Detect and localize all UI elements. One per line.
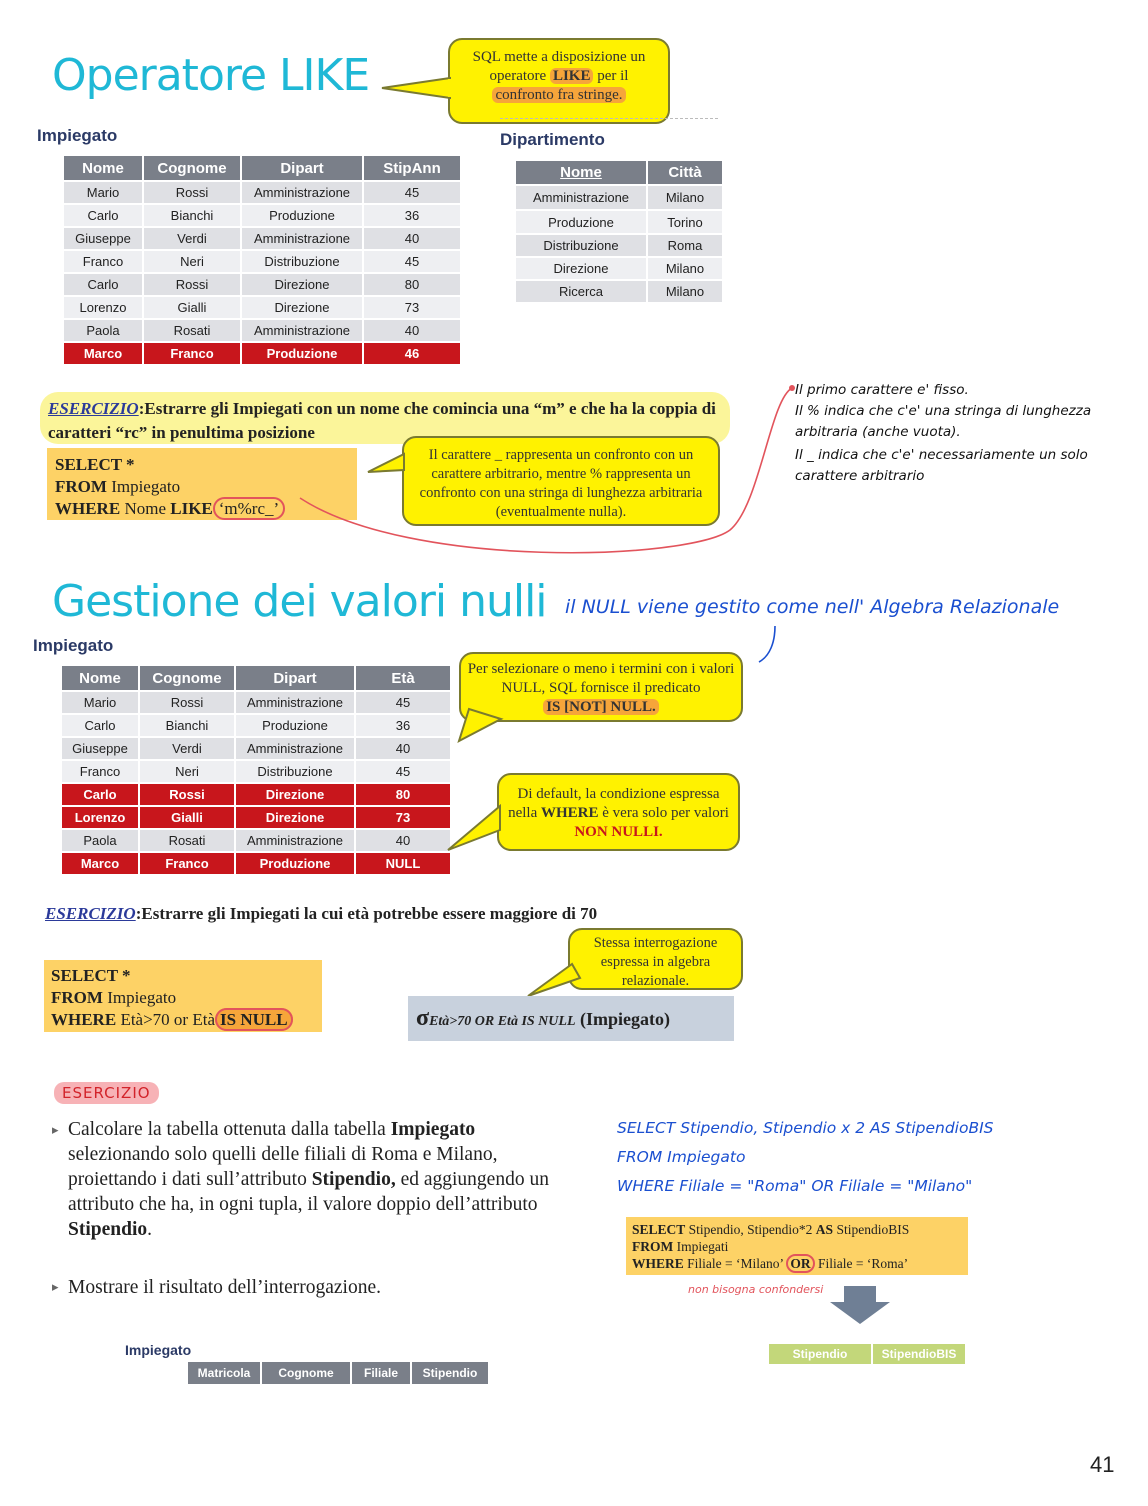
cell: Gialli bbox=[143, 296, 241, 319]
isnull-bubble-text: Per selezionare o meno i termini con i valori NULL, SQL fornisce il predicato bbox=[467, 661, 735, 696]
result-header bbox=[769, 1344, 965, 1364]
impiegato2-tbody bbox=[61, 691, 451, 875]
algebra-bubble: Stessa interrogazione espressa in algebra relazionale. bbox=[568, 928, 743, 990]
cell: Verdi bbox=[143, 227, 241, 250]
cell: 45 bbox=[363, 181, 461, 204]
sql-or-kw: OR bbox=[786, 1254, 814, 1273]
cell: 45 bbox=[355, 691, 451, 714]
cell: Roma bbox=[647, 234, 723, 257]
default-bubble-text: Di default, la condizione espressa nella bbox=[508, 786, 720, 821]
col-header: Stipendio bbox=[412, 1362, 488, 1384]
cell: Rosati bbox=[139, 829, 235, 852]
cell: Marco bbox=[63, 342, 143, 365]
cell: Produzione bbox=[515, 210, 647, 234]
bullet1-bold: Stipendio, bbox=[311, 1169, 396, 1190]
col-header: Cognome bbox=[143, 155, 241, 181]
divider-line bbox=[500, 118, 718, 119]
table-row-highlighted bbox=[61, 806, 451, 829]
exercise2-label: ESERCIZIO bbox=[45, 904, 136, 923]
col-header: Stipendio bbox=[769, 1344, 871, 1364]
cell: Neri bbox=[143, 250, 241, 273]
dipartimento-tbody bbox=[515, 185, 723, 303]
cell: Direzione bbox=[235, 783, 355, 806]
note-line: Il % indica che c'e' una stringa di lunghezza arbitraria (anche vuota). bbox=[795, 403, 1092, 440]
like-bubble bbox=[448, 38, 670, 124]
sql-isnull: IS NULL bbox=[215, 1008, 293, 1031]
handwritten-note bbox=[795, 380, 1125, 487]
cell: Verdi bbox=[139, 737, 235, 760]
bullet1-text: ed aggiungendo un attributo che ha, in ogni tupla, il valore doppio dell’attributo bbox=[68, 1169, 549, 1215]
like-bubble-highlight: confronto fra stringe. bbox=[492, 87, 625, 103]
cell: Produzione bbox=[235, 852, 355, 875]
sql-null-box bbox=[44, 960, 322, 1032]
algebra-box bbox=[408, 996, 734, 1041]
bullet1-text: . bbox=[147, 1219, 152, 1240]
exercise2-text bbox=[45, 904, 745, 924]
cell: 45 bbox=[363, 250, 461, 273]
table-row bbox=[63, 181, 461, 204]
sql-where-kw: WHERE bbox=[632, 1256, 684, 1271]
cell: Amministrazione bbox=[235, 691, 355, 714]
like-bubble-text: SQL mette a disposizione un operatore bbox=[472, 49, 646, 84]
col-header: Dipart bbox=[235, 665, 355, 691]
cell: Produzione bbox=[235, 714, 355, 737]
cell: Mario bbox=[63, 181, 143, 204]
table-row bbox=[515, 280, 723, 303]
cell: Franco bbox=[139, 852, 235, 875]
sql-like-pattern: ‘m%rc_’ bbox=[213, 497, 285, 520]
cell: 36 bbox=[355, 714, 451, 737]
bullet-arrow-icon: ▸ bbox=[52, 1279, 59, 1294]
cell: NULL bbox=[355, 852, 451, 875]
sql-like-kw: LIKE bbox=[170, 499, 213, 518]
isnull-bubble-tail bbox=[455, 705, 515, 745]
cell: Amministrazione bbox=[515, 185, 647, 210]
sql-from-kw: FROM bbox=[51, 988, 103, 1007]
col-header: Nome bbox=[63, 155, 143, 181]
cell: 80 bbox=[355, 783, 451, 806]
cell: Ricerca bbox=[515, 280, 647, 303]
null-title: Gestione dei valori nulli bbox=[52, 576, 547, 627]
cell: Milano bbox=[647, 257, 723, 280]
bullet1-bold: Impiegato bbox=[390, 1119, 476, 1140]
down-arrow-icon bbox=[830, 1286, 892, 1326]
cell: Gialli bbox=[139, 806, 235, 829]
table-row bbox=[63, 319, 461, 342]
cell: Amministrazione bbox=[235, 829, 355, 852]
sql-line3b: Filiale = ‘Roma’ bbox=[814, 1256, 909, 1271]
cell: Rosati bbox=[143, 319, 241, 342]
cell: Mario bbox=[61, 691, 139, 714]
sql-select: SELECT * bbox=[51, 966, 131, 985]
cell: Direzione bbox=[241, 273, 363, 296]
cell: Direzione bbox=[235, 806, 355, 829]
note-line: Il primo carattere e' fisso. bbox=[795, 382, 969, 398]
sql-where-val: Età>70 or Età bbox=[116, 1010, 215, 1029]
cell: Amministrazione bbox=[235, 737, 355, 760]
table-row bbox=[61, 829, 451, 852]
col-header: Nome bbox=[515, 160, 647, 185]
cell: Carlo bbox=[61, 783, 139, 806]
hand-sql-line: FROM Impiegato bbox=[617, 1148, 746, 1166]
cell: Lorenzo bbox=[63, 296, 143, 319]
sql-line1: Stipendio, Stipendio*2 bbox=[685, 1222, 816, 1237]
table-row bbox=[61, 760, 451, 783]
bullet1-text: Calcolare la tabella ottenuta dalla tabella bbox=[68, 1119, 391, 1140]
cell: 45 bbox=[355, 760, 451, 783]
cell: 40 bbox=[355, 829, 451, 852]
cell: 36 bbox=[363, 204, 461, 227]
sql-from-val: Impiegato bbox=[106, 477, 181, 496]
default-bubble-text2: è vera solo per valori bbox=[598, 805, 729, 821]
col-header: StipendioBIS bbox=[873, 1344, 965, 1364]
exercise3-bullet1 bbox=[52, 1117, 572, 1242]
algebra-relation: (Impiegato) bbox=[575, 1009, 670, 1029]
exercise1-label: ESERCIZIO bbox=[48, 399, 139, 418]
note-line: Il _ indica che c'e' necessariamente un solo carattere arbitrario bbox=[795, 447, 1088, 484]
wildcard-bubble: Il carattere _ rappresenta un confronto con un carattere arbitrario, mentre % rappresenta un confronto con una stringa di lunghezza arbitraria (eventualmente nulla). bbox=[402, 436, 720, 526]
sigma-symbol: σ bbox=[416, 1005, 430, 1031]
cell: Franco bbox=[61, 760, 139, 783]
dipartimento-table bbox=[514, 159, 724, 304]
col-header: Cognome bbox=[262, 1362, 350, 1384]
cell: Distribuzione bbox=[235, 760, 355, 783]
hand-sql-line: WHERE Filiale = "Roma" OR Filiale = "Milano" bbox=[617, 1177, 973, 1195]
table-row bbox=[515, 234, 723, 257]
table-row bbox=[63, 204, 461, 227]
cell: Rossi bbox=[143, 181, 241, 204]
exercise3-bullet2 bbox=[52, 1277, 572, 1299]
like-bubble-tail bbox=[380, 70, 460, 110]
like-keyword: LIKE bbox=[550, 68, 594, 84]
sql-line1b: StipendioBIS bbox=[833, 1222, 910, 1237]
default-non-null: NON NULLI. bbox=[574, 824, 663, 840]
exercise3-label: ESERCIZIO bbox=[54, 1082, 159, 1104]
table-row-highlighted bbox=[61, 852, 451, 875]
col-header: Matricola bbox=[188, 1362, 260, 1384]
cell: Amministrazione bbox=[241, 181, 363, 204]
col-header: Filiale bbox=[352, 1362, 410, 1384]
table-row-highlighted bbox=[61, 783, 451, 806]
cell: Neri bbox=[139, 760, 235, 783]
sql-where-kw: WHERE bbox=[51, 1010, 117, 1029]
page-number: 41 bbox=[1090, 1452, 1115, 1477]
cell: Produzione bbox=[241, 204, 363, 227]
impiegato-tbody bbox=[63, 181, 461, 365]
impiegato2-caption: Impiegato bbox=[33, 636, 114, 655]
table-row bbox=[61, 691, 451, 714]
table-row bbox=[63, 296, 461, 319]
cell: Carlo bbox=[63, 273, 143, 296]
null-handnote: il NULL viene gestito come nell' Algebra Relazionale bbox=[565, 596, 1060, 618]
handwritten-sql bbox=[617, 1114, 1037, 1201]
algebra-bubble-tail bbox=[524, 960, 584, 1000]
table-row bbox=[63, 273, 461, 296]
bullet1-text: selezionando solo quelli delle filiali di Roma e Milano, proiettando i dati sull’attributo bbox=[68, 1144, 498, 1190]
cell: Produzione bbox=[241, 342, 363, 365]
cell: 73 bbox=[355, 806, 451, 829]
sql-select-kw: SELECT bbox=[632, 1222, 686, 1237]
cell: Milano bbox=[647, 280, 723, 303]
cell: Marco bbox=[61, 852, 139, 875]
cell: Torino bbox=[647, 210, 723, 234]
col-header: StipAnn bbox=[363, 155, 461, 181]
sql-as-kw: AS bbox=[815, 1222, 834, 1237]
sql-from-kw: FROM bbox=[55, 477, 107, 496]
isnull-keyword: IS [NOT] NULL. bbox=[543, 699, 659, 715]
sql-from-kw: FROM bbox=[632, 1239, 674, 1254]
default-where-kw: WHERE bbox=[541, 805, 599, 821]
cell: Bianchi bbox=[139, 714, 235, 737]
cell: Amministrazione bbox=[241, 227, 363, 250]
cell: Direzione bbox=[241, 296, 363, 319]
cell: Franco bbox=[63, 250, 143, 273]
cell: 40 bbox=[363, 319, 461, 342]
like-bubble-mid: per il bbox=[593, 68, 629, 84]
exercise2-body: :Estrarre gli Impiegati la cui età potrebbe essere maggiore di 70 bbox=[135, 904, 598, 923]
cell: 46 bbox=[363, 342, 461, 365]
confusion-note: non bisogna confondersi bbox=[688, 1283, 824, 1296]
bullet1-bold: Stipendio bbox=[68, 1219, 148, 1240]
exercise1-body: :Estrarre gli Impiegati con un nome che comincia una “m” e che ha la coppia di caratteri “rc” in penultima posizione bbox=[48, 399, 716, 442]
like-title: Operatore LIKE bbox=[52, 50, 370, 101]
table-row bbox=[61, 737, 451, 760]
bullet2-text: Mostrare il risultato dell’interrogazione. bbox=[68, 1277, 381, 1298]
table-row bbox=[63, 227, 461, 250]
cell: Rossi bbox=[143, 273, 241, 296]
dipartimento-caption: Dipartimento bbox=[500, 130, 605, 149]
cell: Lorenzo bbox=[61, 806, 139, 829]
col-header: Città bbox=[647, 160, 723, 185]
cell: Giuseppe bbox=[61, 737, 139, 760]
impiegato-caption: Impiegato bbox=[37, 126, 118, 145]
table-row bbox=[515, 257, 723, 280]
cell: 40 bbox=[355, 737, 451, 760]
impiegato-table bbox=[62, 154, 462, 366]
cell: Distribuzione bbox=[515, 234, 647, 257]
sql-where-kw: WHERE bbox=[55, 499, 121, 518]
cell: Milano bbox=[647, 185, 723, 210]
cell: Rossi bbox=[139, 691, 235, 714]
algebra-condition: Età>70 OR Età IS NULL bbox=[429, 1014, 576, 1029]
col-header: Dipart bbox=[241, 155, 363, 181]
sql-from-val: Impiegato bbox=[102, 988, 177, 1007]
sql-stipendio-box bbox=[626, 1217, 968, 1275]
impiegato2-table bbox=[60, 664, 452, 876]
cell: Rossi bbox=[139, 783, 235, 806]
hand-sql-line: SELECT Stipendio, Stipendio x 2 AS StipendioBIS bbox=[617, 1119, 994, 1137]
sql-line3a: Filiale = ‘Milano’ bbox=[683, 1256, 787, 1271]
impiegato3-header bbox=[188, 1362, 488, 1384]
cell: 73 bbox=[363, 296, 461, 319]
col-header: Cognome bbox=[139, 665, 235, 691]
sql-line2: Impiegati bbox=[673, 1239, 729, 1254]
cell: Carlo bbox=[61, 714, 139, 737]
default-bubble bbox=[497, 773, 740, 851]
cell: Paola bbox=[61, 829, 139, 852]
cell: Distribuzione bbox=[241, 250, 363, 273]
table-row bbox=[63, 250, 461, 273]
cell: 80 bbox=[363, 273, 461, 296]
cell: Carlo bbox=[63, 204, 143, 227]
table-row bbox=[61, 714, 451, 737]
impiegato3-caption: Impiegato bbox=[125, 1342, 192, 1358]
table-row-highlighted bbox=[63, 342, 461, 365]
bullet-arrow-icon: ▸ bbox=[52, 1122, 59, 1137]
default-bubble-tail bbox=[446, 800, 504, 856]
cell: Franco bbox=[143, 342, 241, 365]
col-header: Nome bbox=[61, 665, 139, 691]
cell: Bianchi bbox=[143, 204, 241, 227]
cell: Amministrazione bbox=[241, 319, 363, 342]
cell: Direzione bbox=[515, 257, 647, 280]
cell: Giuseppe bbox=[63, 227, 143, 250]
connector-curve bbox=[290, 380, 810, 560]
cell: 40 bbox=[363, 227, 461, 250]
table-row bbox=[515, 210, 723, 234]
sql-where-val: Nome bbox=[120, 499, 171, 518]
handnote-stroke bbox=[755, 622, 785, 666]
col-header: Età bbox=[355, 665, 451, 691]
table-row bbox=[515, 185, 723, 210]
cell: Paola bbox=[63, 319, 143, 342]
sql-select: SELECT * bbox=[55, 455, 135, 474]
